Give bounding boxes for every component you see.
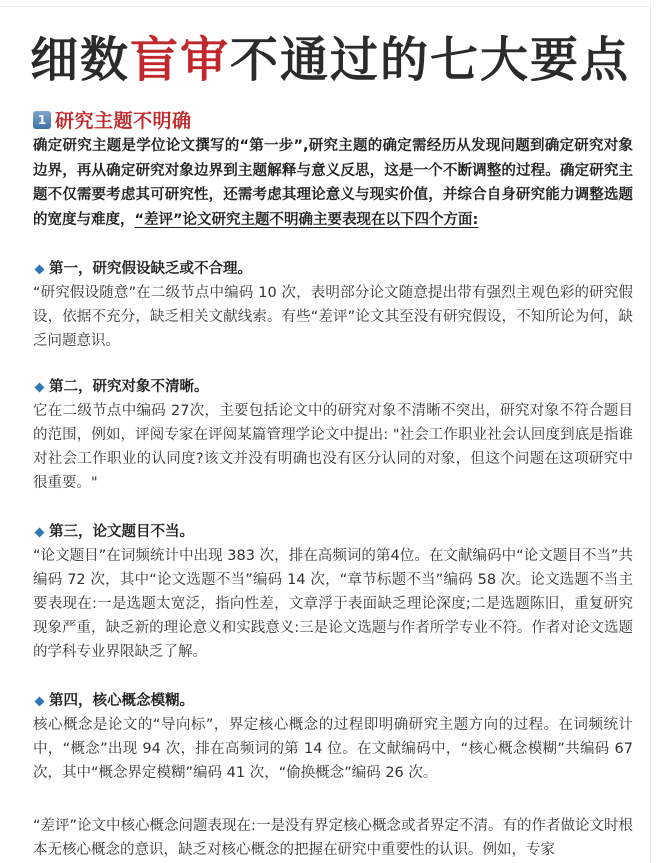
point-1 xyxy=(33,257,633,353)
intro-underlined-text: “差评”论文研究主题不明确主要表现在以下四个方面: xyxy=(134,211,479,228)
point-heading xyxy=(33,689,633,713)
diamond-bullet-icon xyxy=(35,382,45,392)
page-top-border xyxy=(0,6,651,7)
diamond-bullet-icon xyxy=(35,264,45,274)
point-body: “论文题目”在词频统计中出现 383 次，排在高频词的第4位。在文献编码中“论文题目不当”共编码 72 次，其中“论文选题不当”编码 14 次，“章节标题不当”编码 58 次。论文选题不当主要表现在:一是选题太宽泛，指向性差，文章浮于表面缺乏理论深度;二是选题陈旧，重复研究现象严重，缺乏新的理论意义和实践意义:三是论文选题与作者所学专业不符。作者对论文选题的学科专业界限缺乏了解。 xyxy=(33,548,633,660)
trailing-block xyxy=(33,814,633,862)
point-2 xyxy=(33,375,633,495)
number-one-badge-icon: 1 xyxy=(33,111,51,129)
intro-paragraph xyxy=(33,134,633,232)
page-right-border xyxy=(650,0,651,863)
diamond-bullet-icon xyxy=(35,696,45,706)
point-heading-text: 第二，研究对象不清晰。 xyxy=(49,379,209,395)
title-part-2: 不通过的七大要点 xyxy=(230,32,631,88)
point-heading xyxy=(33,520,633,544)
point-heading-text: 第三，论文题目不当。 xyxy=(49,524,194,540)
title-part-1: 细数 xyxy=(30,32,131,88)
page-title xyxy=(30,28,630,92)
diamond-bullet-icon xyxy=(35,527,45,537)
point-heading xyxy=(33,257,633,281)
title-highlight: 盲审 xyxy=(130,32,231,88)
point-heading-text: 第一，研究假设缺乏或不合理。 xyxy=(49,261,252,277)
section-heading xyxy=(33,106,192,133)
point-4 xyxy=(33,689,633,785)
point-heading xyxy=(33,375,633,399)
section-title: 研究主题不明确 xyxy=(55,110,192,132)
point-body: 它在二级节点中编码 27次，主要包括论文中的研究对象不清晰不突出，研究对象不符合题目的范围，例如，评阅专家在评阅某篇管理学论文中提出: "社会工作职业社会认回度到底是指谁对社会工作职业的认同度?该文并没有明确也没有区分认同的对象，但这个问题在这项研究中很重要。" xyxy=(33,403,633,491)
intro-block xyxy=(33,134,633,232)
point-body: 核心概念是论文的“导向标”，界定核心概念的过程即明确研究主题方向的过程。在词频统计中，“概念”出现 94 次，排在高频词的第 14 位。在文献编码中，“核心概念模糊”共编码 67 次，其中“概念界定模糊”编码 41 次，“偷换概念”编码 26 次。 xyxy=(33,717,633,781)
intro-text: 确定研究主题是学位论文撰写的“第一步”,研究主题的确定需经历从发现问题到确定研究对象边界，再从确定研究对象边界到主题解释与意义反思，这是一个不断调整的过程。确定研究主题不仅需要考虑其可研究性，还需考虑其理论意义与现实价值，并综合自身研究能力调整选题的宽度与难度， xyxy=(33,138,633,228)
point-heading-text: 第四，核心概念模糊。 xyxy=(49,693,194,709)
point-3 xyxy=(33,520,633,664)
trailing-paragraph: “差评”论文中核心概念问题表现在:一是没有界定核心概念或者界定不清。有的作者做论文时根本无核心概念的意识，缺乏对核心概念的把握在研究中重要性的认识。例如，专家 xyxy=(33,818,633,858)
point-body: “研究假设随意”在二级节点中编码 10 次，表明部分论文随意提出带有强烈主观色彩的研究假设，依据不充分，缺乏相关文献线索。有些“差评”论文其至没有研究假设，不知所论为何，缺乏问题意识。 xyxy=(33,285,633,349)
